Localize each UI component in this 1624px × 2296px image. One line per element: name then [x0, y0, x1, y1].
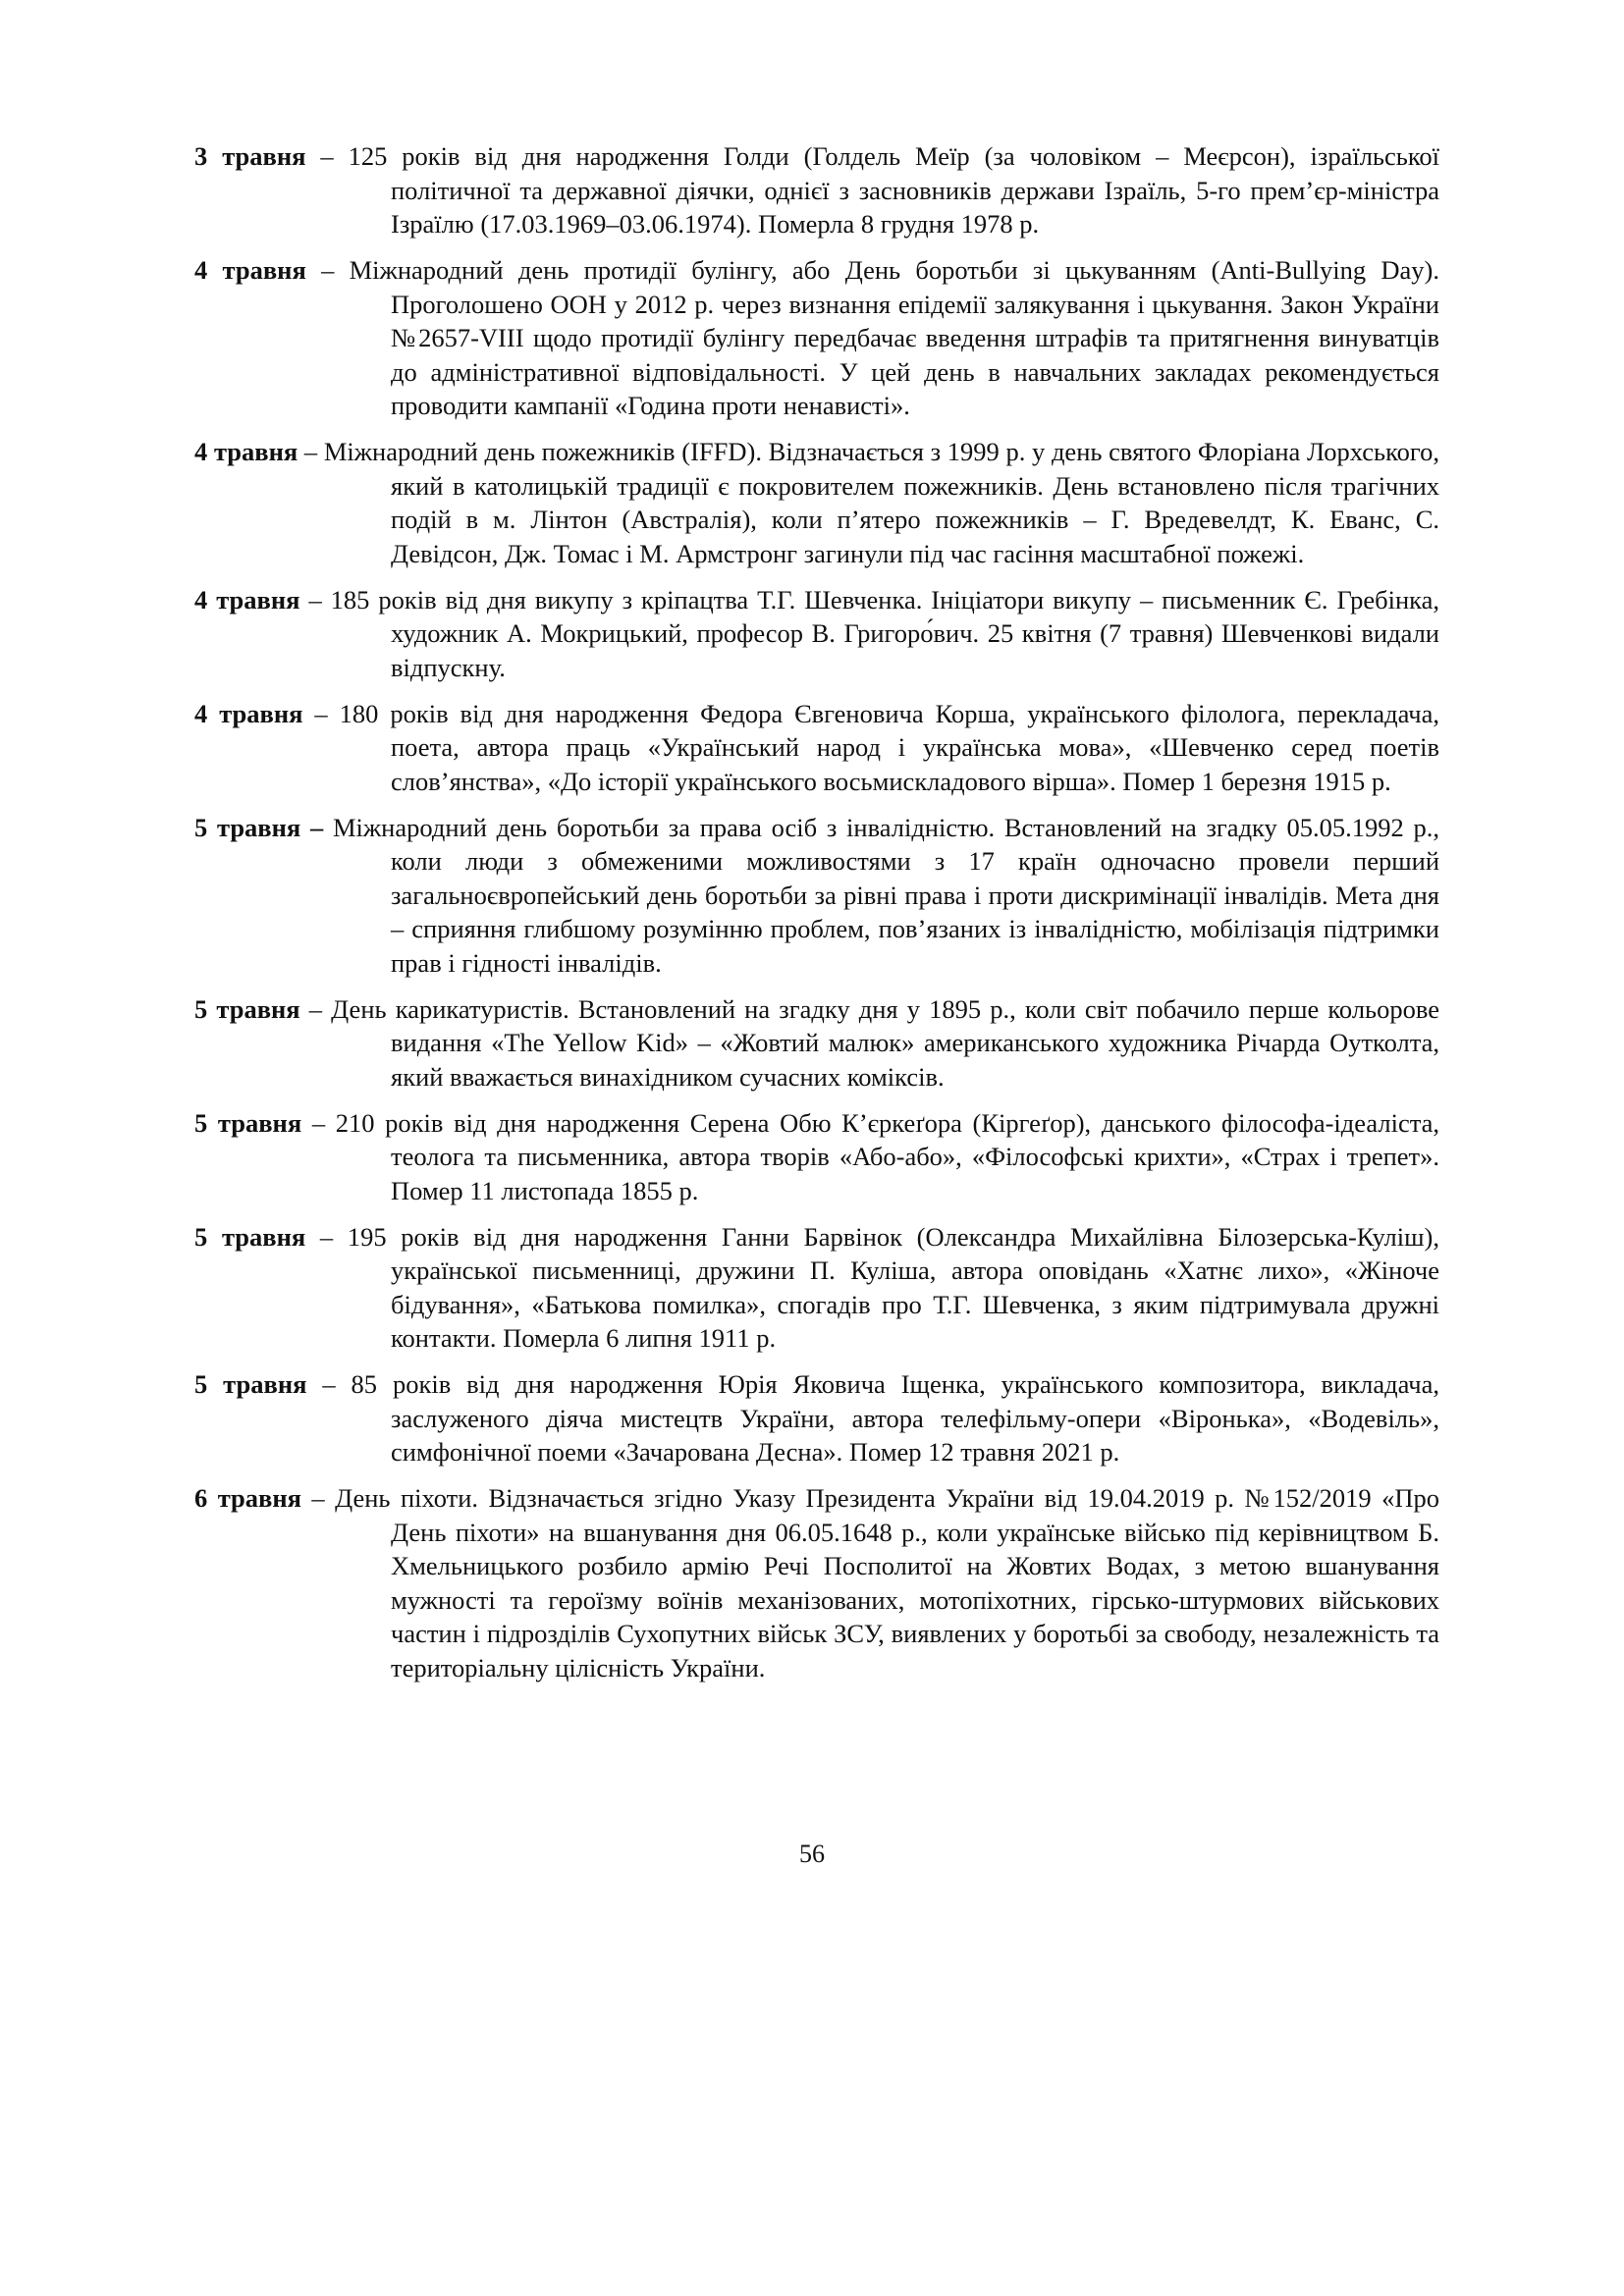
entry-separator: –	[305, 1221, 348, 1252]
entry-date: 5 травня –	[194, 812, 324, 842]
calendar-entry	[194, 253, 1439, 423]
entry-separator: –	[306, 1369, 352, 1399]
entry-text: День піхоти. Відзначається згідно Указу Президента України від 19.04.2019 р. №152/2019 «Про День піхоти» на вшанування дня 06.05.1648 р., коли українське військо під керівництвом Б. Хмельницького розбило армію Речі Посполитої на Жовтих Водах, з метою вшанування мужності та героїзму воїнів механізованих, мотопіхотних, гірсько-штурмових військових частин і підрозділів Сухопутних військ ЗСУ, виявлених у боротьбі за свободу, незалежність та територіальну цілісність України.	[335, 1483, 1440, 1682]
entry-separator: –	[305, 255, 350, 285]
calendar-entry	[194, 992, 1439, 1095]
calendar-entries	[194, 139, 1439, 1697]
entry-date: 5 травня	[194, 1107, 302, 1138]
entry-separator	[323, 813, 333, 842]
entry-text: 180 років від дня народження Федора Євгеновича Корша, українського філолога, перекладача, поета, автора праць «Український народ і українська мова», «Шевченко серед поетів слов’янства», «До історії українського восьмискладового вірша». Помер 1 березня 1915 р.	[339, 698, 1440, 796]
calendar-entry	[194, 583, 1439, 685]
calendar-entry	[194, 1220, 1439, 1356]
entry-date: 4 травня	[194, 584, 300, 614]
entry-date: 3 травня	[194, 141, 306, 171]
calendar-entry	[194, 697, 1439, 799]
entry-text: 195 років від дня народження Ганни Барвінок (Олександра Михайлівна Білозерська-Куліш), української письменниці, дружини П. Куліша, автора оповідань «Хатнє лихо», «Жіноче бідування», «Батькова помилка», спогадів про Т.Г. Шевченка, з яким підтримувала дружні контакти. Померла 6 липня 1911 р.	[347, 1221, 1439, 1353]
entry-text: 210 років від дня народження Серена Обю К’єркеґора (Кіргеґор), данського філософа-ідеаліста, теолога та письменника, автора творів «Або-або», «Філософські крихти», «Страх і трепет». Помер 11 листопада 1855 р.	[335, 1107, 1439, 1205]
calendar-entry	[194, 435, 1439, 570]
entry-text: Міжнародний день протидії булінгу, або День боротьби зі цькуванням (Anti-Bullying Day). Проголошено ООН у 2012 р. через визнання епідемії залякування і цькування. Закон України №2657-VIII щодо протидії булінгу передбачає введення штрафів та притягнення винуватців до адміністративної відповідальності. У цей день в навчальних закладах рекомендується проводити кампанії «Година проти ненависті».	[349, 255, 1439, 420]
entry-date: 5 травня	[194, 1221, 306, 1252]
calendar-entry	[194, 1106, 1439, 1208]
entry-separator: –	[305, 141, 349, 171]
entry-text: День карикатуристів. Встановлений на згадку дня у 1895 р., коли світ побачило перше кольорове видання «The Yellow Kid» – «Жовтий малюк» американського художника Річарда Оутколта, який вважається винахідником сучасних коміксів.	[331, 993, 1440, 1092]
calendar-entry	[194, 1481, 1439, 1684]
calendar-entry	[194, 811, 1439, 981]
entry-date: 4 травня	[194, 255, 306, 285]
entry-separator: –	[300, 1483, 336, 1513]
entry-date: 5 травня	[194, 993, 300, 1024]
entry-separator: –	[299, 993, 332, 1024]
entry-date: 5 травня	[194, 1369, 307, 1399]
entry-text: Міжнародний день боротьби за права осіб з інвалідністю. Встановлений на згадку 05.05.1992 р., коли люди з обмеженими можливостями з 17 країн одночасно провели перший загальноєвропейський день боротьби за рівні права і проти дискримінації інвалідів. Мета дня – сприяння глибшому розумінню проблем, пов’язаних із інвалідністю, мобілізація підтримки прав і гідності інвалідів.	[332, 812, 1440, 978]
entry-separator: –	[301, 1107, 336, 1138]
entry-separator: –	[302, 698, 340, 728]
entry-date: 4 травня	[194, 698, 303, 728]
entry-text: 125 років від дня народження Голди (Голдель Меїр (за чоловіком – Меєрсон), ізраїльської політичної та державної діячки, однієї з засновників держави Ізраїль, 5-го прем’єр-міністра Ізраїлю (17.03.1969–03.06.1974). Померла 8 грудня 1978 р.	[348, 141, 1439, 239]
page-number: 56	[799, 1840, 825, 1868]
entry-separator: –	[299, 584, 331, 614]
entry-text: 85 років від дня народження Юрія Яковича Іщенка, українського композитора, викладача, заслуженого діяча мистецтв України, автора телефільму-опери «Віронька», «Водевіль», симфонічної поеми «Зачарована Десна». Помер 12 травня 2021 р.	[351, 1369, 1439, 1467]
entry-text: 185 років від дня викупу з кріпацтва Т.Г. Шевченка. Ініціатори викупу – письменник Є. Гребінка, художник А. Мокрицький, професор В. Григоро́вич. 25 квітня (7 травня) Шевченкові видали відпускну.	[330, 584, 1439, 682]
calendar-entry	[194, 139, 1439, 241]
calendar-entry	[194, 1367, 1439, 1469]
entry-text: Міжнародний день пожежників (IFFD). Відзначається з 1999 р. у день святого Флоріана Лорхського, який в католицькій традиції є покровителем пожежників. День встановлено після трагічних подій в м. Лінтон (Австралія), коли п’ятеро пожежників – Г. Вредевелдт, К. Еванс, С. Девідсон, Дж. Томас і М. Армстронг загинули під час гасіння масштабної пожежі.	[323, 437, 1439, 568]
entry-date: 4 травня	[194, 437, 298, 466]
entry-separator: –	[298, 437, 324, 466]
entry-date: 6 травня	[194, 1483, 301, 1513]
